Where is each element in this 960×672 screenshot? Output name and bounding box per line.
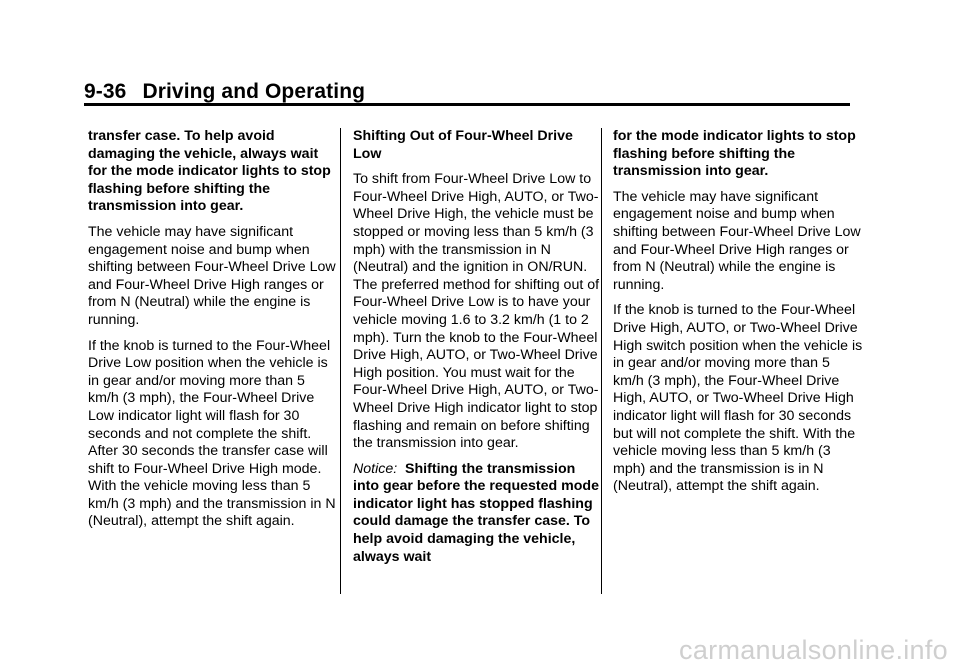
col2-heading: Shifting Out of Four-Wheel Drive Low [353, 128, 573, 162]
col3-paragraph-1: for the mode indicator lights to stop flashing before shifting the transmission into gear. [613, 128, 856, 180]
watermark: carmanualsonline.info [679, 635, 948, 665]
col2-paragraph-1: To shift from Four-Wheel Drive Low to Four-Wheel Drive High, AUTO, or Two-Wheel Drive High, the vehicle must be stopped or moving less than 5 km/h (3 mph) with the transmission in N (Neutral) and the ignition in ON/RUN. The preferred method for shifting out of Four-Wheel Drive Low is to have your vehicle moving 1.6 to 3.2 km/h (1 to 2 mph). Turn the knob to the Four-Wheel Drive High, AUTO, or Two-Wheel Drive High position. You must wait for the Four-Wheel Drive High, AUTO, or Two-Wheel Drive High indicator light to stop flashing and remain on before shifting the transmission into gear. [353, 171, 600, 452]
col1-paragraph-3: If the knob is turned to the Four-Wheel Drive Low position when the vehicle is in gear and/or moving more than 5 km/h (3 mph), the Four-Wheel Drive Low indicator light will flash for 30 seconds and not complete the shift. After 30 seconds the transfer case will shift to Four-Wheel Drive High mode. With the vehicle moving less than 5 km/h (3 mph) and the transmission in N (Neutral), attempt the shift again. [88, 337, 336, 530]
header-rule [84, 103, 850, 106]
column-1 [88, 128, 338, 539]
col3-paragraph-3: If the knob is turned to the Four-Wheel Drive High, AUTO, or Two-Wheel Drive High switch position when the vehicle is in gear and/or moving more than 5 km/h (3 mph), the Four-Wheel Drive High, AUTO, or Two-Wheel Drive High indicator light will flash for 30 seconds but will not complete the shift. With the vehicle moving less than 5 km/h (3 mph) and the transmission is in N (Neutral), attempt the shift again. [613, 302, 863, 495]
notice-text: Shifting the transmission into gear before the requested mode indicator light has stopped flashing could damage the transfer case. To help avoid damaging the vehicle, always wait [353, 460, 599, 565]
notice-label: Notice: [353, 460, 398, 477]
col1-paragraph-1: transfer case. To help avoid damaging the vehicle, always wait for the mode indicator lights to stop flashing before shifting the transmission into gear. [88, 128, 331, 215]
section-title: Driving and Operating [142, 80, 366, 103]
column-2 [353, 128, 603, 574]
col1-paragraph-2: The vehicle may have significant engagement noise and bump when shifting between Four-Wheel Drive Low and Four-Wheel Drive High ranges or from N (Neutral) while the engine is running. [88, 223, 336, 328]
notice-block [353, 461, 603, 567]
column-3 [613, 128, 863, 504]
column-divider-1 [340, 128, 341, 594]
col3-paragraph-2: The vehicle may have significant engagement noise and bump when shifting between Four-Wheel Drive Low and Four-Wheel Drive High ranges or from N (Neutral) while the engine is running. [613, 188, 861, 293]
page-number: 9-36 [84, 80, 127, 103]
column-divider-2 [601, 128, 602, 594]
page-header [84, 80, 365, 104]
